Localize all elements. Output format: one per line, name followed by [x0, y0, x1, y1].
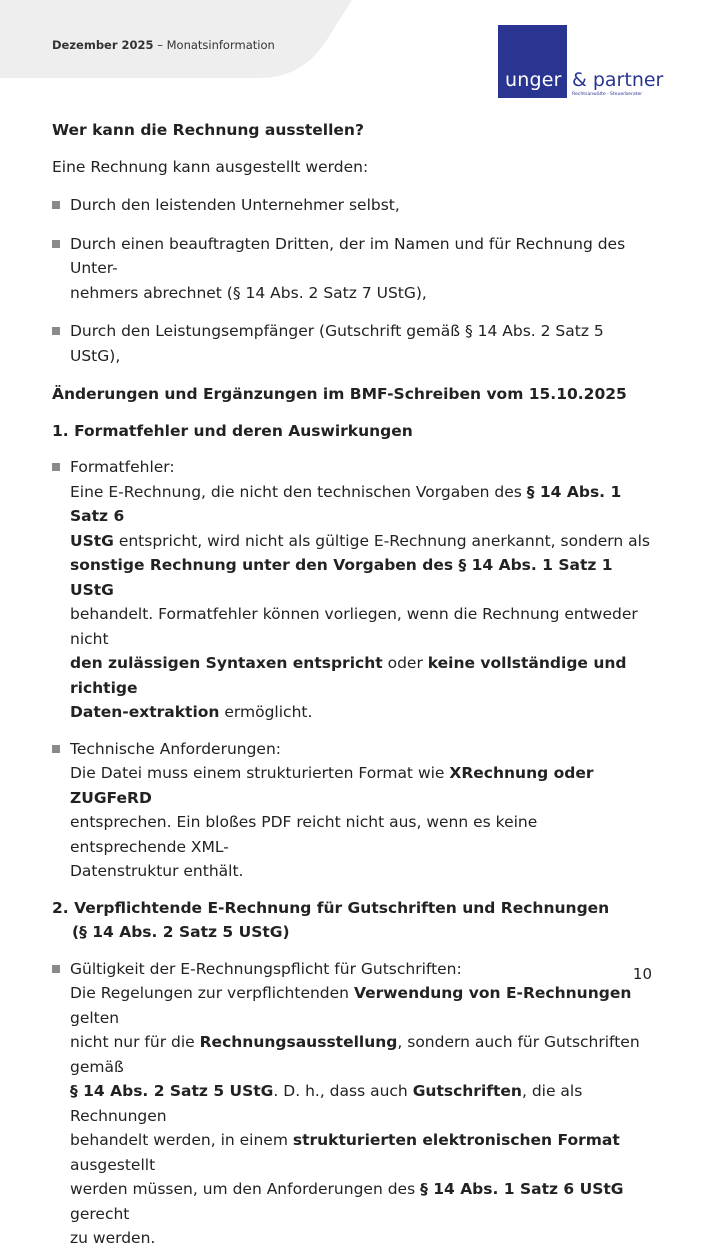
list-item: Durch den leistenden Unternehmer selbst, — [52, 193, 652, 218]
header-separator: – — [153, 38, 167, 52]
list-item-format-errors: Formatfehler: Eine E-Rechnung, die nicht den technischen Vorgaben des § 14 Abs. 1 Satz 6 UStG entspricht, wird nicht als gültige E-Rechnung anerkannt, sondern als sonstige Rechnung unter den Vorgaben des § 14 Abs. 1 Satz 1 UStG behandelt. Formatfehler können vorliegen, wenn die Rechnung entweder nicht den zulässigen Syntaxen entspricht oder keine vollständige und richtige Daten-extraktion ermöglicht. — [52, 455, 652, 725]
header-date: Dezember 2025 — [52, 38, 154, 52]
bullet-square-icon — [52, 745, 60, 753]
page-content — [52, 118, 652, 1251]
intro-text: Eine Rechnung kann ausgestellt werden: — [52, 157, 369, 176]
list-item-credit-notes: Gültigkeit der E-Rechnungspflicht für Gutschriften: Die Regelungen zur verpflichtenden Verwendung von E-Rechnungen gelten nicht nur für die Rechnungsausstellung, sondern auch für Gutschriften gemäß § 14 Abs. 2 Satz 5 UStG. D. h., dass auch Gutschriften, die als Rechnungen behandelt werden, in einem strukturierten elektronischen Format ausgestellt werden müssen, um den Anforderungen des § 14 Abs. 1 Satz 6 UStG gerecht zu werden. — [52, 957, 652, 1251]
list-item: Durch den Leistungsempfänger (Gutschrift gemäß § 14 Abs. 2 Satz 5 UStG), — [52, 319, 652, 368]
section-heading-1: 1. Formatfehler und deren Auswirkungen — [52, 421, 413, 440]
bullet-square-icon — [52, 965, 60, 973]
bullet-square-icon — [52, 240, 60, 248]
logo-subtitle: Rechtsanwälte · Steuerberater — [572, 92, 643, 97]
section-heading-who: Wer kann die Rechnung ausstellen? — [52, 121, 364, 139]
header-subtitle: Monatsinformation — [166, 38, 275, 52]
logo-amp-partner: & partner — [572, 69, 664, 91]
list-item-technical-requirements: Technische Anforderungen: Die Datei muss einem strukturierten Format wie XRechnung oder ZUGFeRD entsprechen. Ein bloßes PDF reicht nicht aus, wenn es keine entsprechende XML- Datenstruktur enthält. — [52, 737, 652, 884]
page-header — [52, 38, 275, 52]
bullet-square-icon — [52, 201, 60, 209]
section-heading-changes: Änderungen und Ergänzungen im BMF-Schreiben vom 15.10.2025 — [52, 385, 627, 403]
logo-word: unger — [505, 69, 562, 91]
section-heading-2: 2. Verpflichtende E-Rechnung für Gutschriften und Rechnungen (§ 14 Abs. 2 Satz 5 UStG) — [52, 898, 610, 941]
page-number: 10 — [632, 965, 652, 983]
list-item: Durch einen beauftragten Dritten, der im Namen und für Rechnung des Unter- nehmers abrechnet (§ 14 Abs. 2 Satz 7 UStG), — [52, 232, 652, 306]
bullet-square-icon — [52, 463, 60, 471]
bullet-square-icon — [52, 327, 60, 335]
